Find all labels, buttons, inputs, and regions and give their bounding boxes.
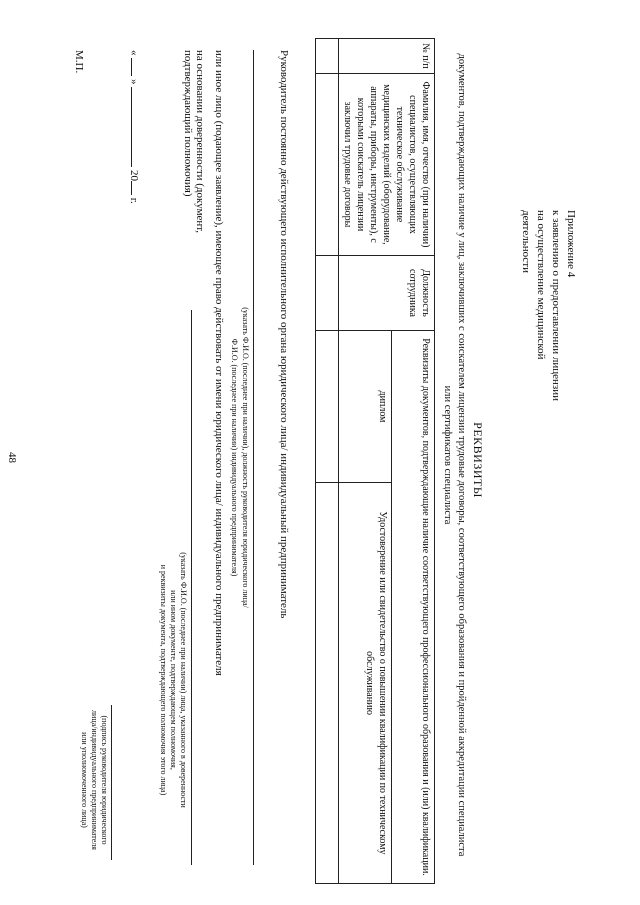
document-title: РЕКВИЗИТЫ [471, 422, 485, 498]
manager-line: Руководитель постоянно действующего исполнительного органа юридического лица/ индивидуальный предприниматель [278, 50, 290, 619]
date-close-quote: » [128, 79, 140, 85]
month-line [131, 87, 132, 167]
header-diploma: диплом [339, 331, 392, 483]
rotated-document [20, 30, 630, 890]
annex-line-3: на осуществление медицинской [535, 210, 547, 360]
header-requisites: Реквизиты документов, подтверждающие наличие соответствующего профессионального образования и (или) квалификации. [392, 331, 435, 884]
stamp-label: М.П. [73, 50, 85, 74]
hint-fio-ip: Ф.И.О. (последнее при наличии) индивидуального предпринимателя) [230, 338, 239, 577]
table-cell [316, 483, 339, 884]
hint-attorney-2: или ином документе, подтверждающем полномочия, [169, 590, 178, 770]
table-header-row [392, 39, 435, 884]
attorney-line: на основании доверенности (документ, подтверждающий полномочия) [182, 50, 206, 234]
date-block [128, 50, 140, 204]
header-certificate: Удостоверение или свидетельство о повышении квалификации по техническому обслуживанию [339, 483, 392, 884]
year-line [131, 181, 132, 195]
hint-attorney-1: (указать Ф.И.О. (последнее при наличии) лица, указанного в доверенности [179, 552, 188, 808]
date-open-quote: « [128, 50, 140, 56]
annex-line-4: деятельности [520, 210, 532, 273]
table-cell [316, 256, 339, 331]
signature-hint-1: (подпись руководителя юридического [100, 715, 109, 845]
table-row [316, 39, 339, 884]
table-cell [316, 39, 339, 74]
hint-attorney-3: и реквизиты документа, подтверждающего полномочия этого лица) [159, 564, 168, 796]
annex-header [518, 210, 578, 510]
table-cell [316, 331, 339, 483]
signature-hint-3: или уполномоченного лица) [80, 732, 89, 828]
table-cell [316, 74, 339, 256]
annex-line-1: Приложение 4 [565, 210, 577, 278]
header-fio: Фамилия, имя, отчество (при наличии) специалистов, осуществляющих техническое обслуживание медицинских изделий (оборудование, аппараты, приборы, инструменты), с которыми соискатель лицензии заключил трудовые договоры [339, 74, 435, 256]
page-number: 48 [6, 452, 18, 463]
signature-hint-2: лица/индивидуального предпринимателя [90, 710, 99, 850]
hint-fio-position: (указать Ф.И.О. (последнее при наличии), должность руководителя юридического лица/ [241, 307, 250, 608]
document-subtitle: документов, подтверждающих наличие у лиц, заключивших с соискателем лицензии трудовые договоры, соответствующего образования и пройденной аккредитации специалиста или сертификатов специалиста [442, 53, 467, 857]
day-line [131, 58, 132, 76]
header-number: № п/п [339, 39, 435, 74]
requisites-table [315, 38, 435, 884]
year-prefix: 20 [128, 170, 140, 181]
manager-name-line [253, 50, 254, 865]
other-person-line: или иное лицо (подающее заявление), имеющее право действовать от имени юридического лица/ индивидуального предпринимателя [213, 50, 225, 676]
signature-line [111, 705, 112, 860]
year-suffix: г. [128, 197, 140, 204]
annex-line-2: к заявлению о предоставлении лицензии [550, 210, 562, 401]
attorney-name-line [191, 310, 192, 865]
header-position: Должность сотрудника [339, 256, 435, 331]
